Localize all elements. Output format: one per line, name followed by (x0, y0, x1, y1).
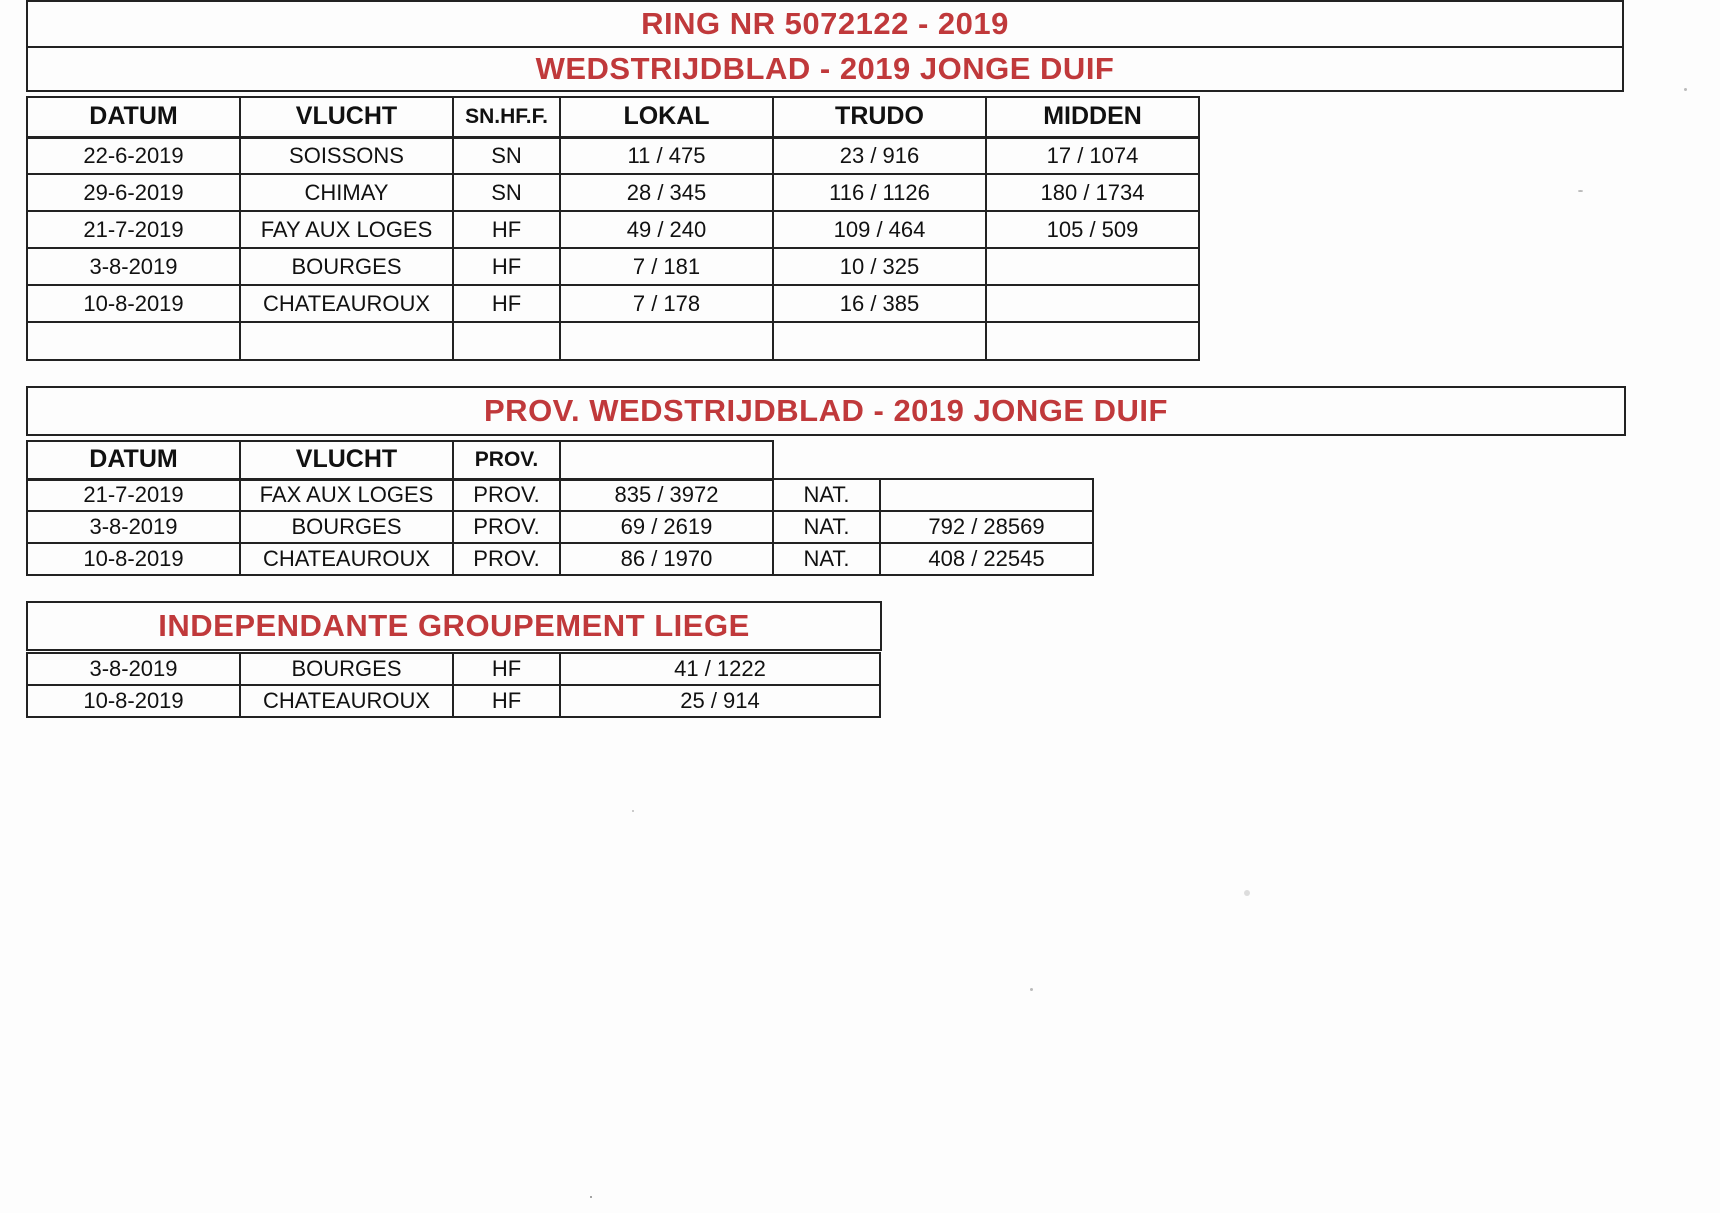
cell-date: 10-8-2019 (27, 285, 240, 322)
scan-speck (1244, 890, 1250, 896)
scan-speck (1578, 190, 1583, 192)
cell-flight: FAX AUX LOGES (240, 479, 453, 511)
col-header-lokal: LOKAL (560, 97, 773, 137)
provincial-table (26, 440, 1094, 576)
cell-date: 10-8-2019 (27, 543, 240, 575)
cell-date (27, 322, 240, 360)
col-header-datum: DATUM (27, 97, 240, 137)
cell-type: HF (453, 248, 560, 285)
independent-title: INDEPENDANTE GROUPEMENT LIEGE (158, 608, 750, 643)
col-header-trudo: TRUDO (773, 97, 986, 137)
cell-midden (986, 285, 1199, 322)
cell-midden (986, 322, 1199, 360)
table-row (27, 285, 1199, 322)
cell-result: 25 / 914 (560, 685, 880, 717)
cell-prov-result: 86 / 1970 (560, 543, 773, 575)
cell-level: PROV. (453, 511, 560, 543)
scan-speck (1684, 88, 1687, 91)
cell-lokal: 7 / 181 (560, 248, 773, 285)
cell-level: PROV. (453, 479, 560, 511)
cell-flight (240, 322, 453, 360)
cell-flight: SOISSONS (240, 137, 453, 174)
cell-flight: BOURGES (240, 511, 453, 543)
cell-trudo (773, 322, 986, 360)
cell-date: 3-8-2019 (27, 511, 240, 543)
col-header-datum: DATUM (27, 441, 240, 479)
cell-flight: FAY AUX LOGES (240, 211, 453, 248)
cell-prov-result: 69 / 2619 (560, 511, 773, 543)
col-header-blank (560, 441, 773, 479)
cell-type: HF (453, 653, 560, 685)
results-header-row (27, 97, 1199, 137)
table-row (27, 211, 1199, 248)
cell-date: 21-7-2019 (27, 479, 240, 511)
cell-type: HF (453, 685, 560, 717)
cell-date: 22-6-2019 (27, 137, 240, 174)
independent-table (26, 652, 881, 718)
cell-nat-label: NAT. (773, 511, 880, 543)
cell-flight: CHATEAUROUX (240, 543, 453, 575)
table-row (27, 248, 1199, 285)
table-row (27, 685, 880, 717)
cell-type: HF (453, 285, 560, 322)
cell-date: 3-8-2019 (27, 653, 240, 685)
table-row (27, 543, 1093, 575)
table-row (27, 137, 1199, 174)
cell-lokal: 11 / 475 (560, 137, 773, 174)
sheet-title-banner (26, 46, 1624, 92)
cell-trudo: 23 / 916 (773, 137, 986, 174)
cell-result: 41 / 1222 (560, 653, 880, 685)
cell-trudo: 109 / 464 (773, 211, 986, 248)
cell-lokal: 49 / 240 (560, 211, 773, 248)
provincial-header-row (27, 441, 1093, 479)
cell-trudo: 116 / 1126 (773, 174, 986, 211)
cell-flight: CHATEAUROUX (240, 285, 453, 322)
scan-speck (632, 810, 634, 812)
cell-midden: 105 / 509 (986, 211, 1199, 248)
col-header-vlucht: VLUCHT (240, 441, 453, 479)
cell-flight: CHIMAY (240, 174, 453, 211)
cell-lokal: 7 / 178 (560, 285, 773, 322)
results-table (26, 96, 1200, 361)
cell-trudo: 16 / 385 (773, 285, 986, 322)
header-spacer (773, 441, 1093, 479)
cell-nat-label: NAT. (773, 543, 880, 575)
ring-title-banner (26, 0, 1624, 48)
cell-date: 21-7-2019 (27, 211, 240, 248)
cell-trudo: 10 / 325 (773, 248, 986, 285)
table-row (27, 653, 880, 685)
cell-flight: BOURGES (240, 653, 453, 685)
cell-level: PROV. (453, 543, 560, 575)
provincial-title: PROV. WEDSTRIJDBLAD - 2019 JONGE DUIF (484, 393, 1168, 428)
sheet-title: WEDSTRIJDBLAD - 2019 JONGE DUIF (535, 51, 1115, 86)
provincial-title-banner (26, 386, 1626, 436)
cell-flight: BOURGES (240, 248, 453, 285)
cell-nat-result: 792 / 28569 (880, 511, 1093, 543)
independent-title-banner (26, 601, 882, 651)
cell-type: HF (453, 211, 560, 248)
scan-speck (1030, 988, 1033, 991)
col-header-type: SN.HF.F. (453, 97, 560, 137)
cell-nat-result: 408 / 22545 (880, 543, 1093, 575)
cell-midden: 180 / 1734 (986, 174, 1199, 211)
cell-midden (986, 248, 1199, 285)
table-row (27, 511, 1093, 543)
col-header-prov: PROV. (453, 441, 560, 479)
cell-date: 29-6-2019 (27, 174, 240, 211)
cell-lokal: 28 / 345 (560, 174, 773, 211)
cell-type (453, 322, 560, 360)
cell-type: SN (453, 137, 560, 174)
cell-date: 10-8-2019 (27, 685, 240, 717)
scan-speck (590, 1196, 592, 1198)
cell-prov-result: 835 / 3972 (560, 479, 773, 511)
table-row-empty (27, 322, 1199, 360)
table-row (27, 479, 1093, 511)
table-row (27, 174, 1199, 211)
cell-nat-result (880, 479, 1093, 511)
cell-flight: CHATEAUROUX (240, 685, 453, 717)
cell-midden: 17 / 1074 (986, 137, 1199, 174)
cell-type: SN (453, 174, 560, 211)
col-header-midden: MIDDEN (986, 97, 1199, 137)
ring-title: RING NR 5072122 - 2019 (641, 6, 1009, 41)
cell-nat-label: NAT. (773, 479, 880, 511)
col-header-vlucht: VLUCHT (240, 97, 453, 137)
cell-lokal (560, 322, 773, 360)
cell-date: 3-8-2019 (27, 248, 240, 285)
